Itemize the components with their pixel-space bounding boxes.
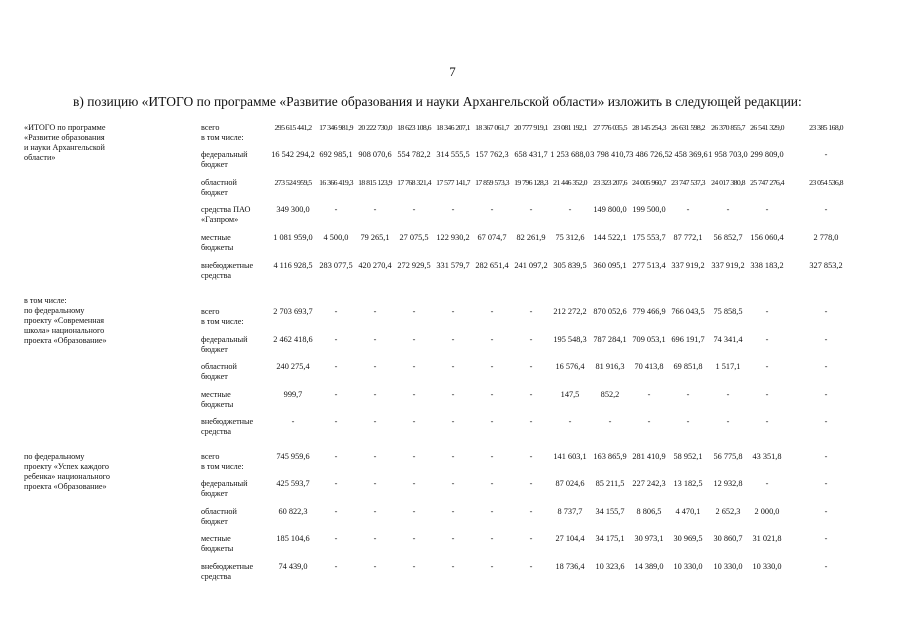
- table-cell: 30 969,5: [673, 534, 703, 543]
- table-cell: -: [490, 417, 494, 426]
- table-cell: -: [373, 507, 377, 516]
- table-cell: 195 548,3: [553, 335, 587, 344]
- table-cell: -: [451, 507, 455, 516]
- table-cell: 241 097,2: [514, 261, 548, 270]
- table-cell: 360 095,1: [593, 261, 627, 270]
- table-cell: -: [412, 479, 416, 488]
- table-cell: -: [451, 534, 455, 543]
- table-cell: -: [373, 307, 377, 316]
- table-cell: 18 815 123,9: [358, 178, 392, 187]
- table-cell: -: [373, 417, 377, 426]
- table-row: [24, 150, 884, 172]
- table-cell: 212 272,2: [553, 307, 587, 316]
- table-row: [24, 417, 884, 439]
- table-cell: -: [490, 335, 494, 344]
- table-cell: -: [412, 390, 416, 399]
- table-cell: -: [334, 479, 338, 488]
- table-row: [24, 233, 884, 255]
- table-cell: 20 777 919,1: [514, 123, 548, 132]
- table-row: [24, 479, 884, 501]
- table-cell: -: [373, 205, 377, 214]
- table-row: [24, 335, 884, 357]
- table-cell: 149 800,0: [593, 205, 627, 214]
- table-cell: -: [490, 390, 494, 399]
- table-cell: 281 410,9: [632, 452, 666, 461]
- table-cell: -: [451, 390, 455, 399]
- row-label: всего в том числе:: [201, 307, 244, 326]
- table-cell: 87 772,1: [673, 233, 703, 242]
- table-cell: 26 631 598,2: [671, 123, 705, 132]
- table-cell: 18 623 108,6: [397, 123, 431, 132]
- row-label: местные бюджеты: [201, 534, 234, 553]
- table-cell: 240 275,4: [276, 362, 310, 371]
- table-cell: -: [765, 479, 769, 488]
- table-cell: 3 486 726,5: [629, 150, 669, 159]
- row-label: федеральный бюджет: [201, 335, 248, 354]
- table-cell: 34 155,7: [595, 507, 625, 516]
- table-cell: -: [824, 390, 828, 399]
- table-cell: 658 431,7: [514, 150, 548, 159]
- table-cell: 2 000,0: [754, 507, 780, 516]
- table-cell: -: [373, 452, 377, 461]
- table-cell: 30 860,7: [713, 534, 743, 543]
- table-cell: 1 517,1: [715, 362, 741, 371]
- table-cell: 908 070,6: [358, 150, 392, 159]
- table-cell: 17 859 573,3: [475, 178, 509, 187]
- table-cell: -: [765, 417, 769, 426]
- table-cell: 1 081 959,0: [273, 233, 313, 242]
- table-cell: 277 513,4: [632, 261, 666, 270]
- table-cell: -: [451, 562, 455, 571]
- table-cell: 69 851,8: [673, 362, 703, 371]
- table-cell: -: [334, 534, 338, 543]
- table-cell: -: [451, 307, 455, 316]
- table-cell: -: [824, 479, 828, 488]
- table-cell: -: [529, 362, 533, 371]
- table-cell: 16 366 419,3: [319, 178, 353, 187]
- table-cell: 147,5: [560, 390, 580, 399]
- table-cell: 58 952,1: [673, 452, 703, 461]
- row-label: областной бюджет: [201, 507, 237, 526]
- table-cell: 26 541 329,0: [750, 123, 784, 132]
- table-cell: 10 330,0: [752, 562, 782, 571]
- table-cell: 331 579,7: [436, 261, 470, 270]
- table-cell: 4 500,0: [323, 233, 349, 242]
- table-cell: -: [373, 479, 377, 488]
- table-cell: 85 211,5: [595, 479, 625, 488]
- table-row: [24, 562, 884, 584]
- table-cell: -: [412, 452, 416, 461]
- table-cell: -: [451, 335, 455, 344]
- table-cell: -: [647, 417, 651, 426]
- table-cell: 27 075,5: [399, 233, 429, 242]
- table-cell: -: [765, 205, 769, 214]
- table-cell: -: [726, 205, 730, 214]
- table-cell: 67 074,7: [477, 233, 507, 242]
- table-row: [24, 307, 884, 329]
- table-cell: 27 104,4: [555, 534, 585, 543]
- table-cell: 199 500,0: [632, 205, 666, 214]
- table-cell: 75 312,6: [555, 233, 585, 242]
- table-cell: -: [686, 417, 690, 426]
- block-label: в том числе: по федеральному проекту «Современная школа» национального проекта «Образование»: [24, 296, 107, 345]
- table-cell: 745 959,6: [276, 452, 310, 461]
- table-cell: -: [765, 307, 769, 316]
- table-cell: 852,2: [600, 390, 620, 399]
- table-cell: 4 116 928,5: [273, 261, 313, 270]
- table-cell: 425 593,7: [276, 479, 310, 488]
- table-cell: -: [490, 479, 494, 488]
- table-cell: 122 930,2: [436, 233, 470, 242]
- table-row: [24, 534, 884, 556]
- table-cell: 2 703 693,7: [273, 307, 313, 316]
- table-cell: 692 985,1: [319, 150, 353, 159]
- table-cell: 81 916,3: [595, 362, 625, 371]
- table-cell: 23 385 168,0: [809, 123, 843, 132]
- table-cell: 8 737,7: [557, 507, 583, 516]
- table-cell: -: [334, 335, 338, 344]
- table-cell: -: [529, 390, 533, 399]
- table-cell: 3 798 410,7: [590, 150, 630, 159]
- table-cell: 70 413,8: [634, 362, 664, 371]
- table-cell: 14 389,0: [634, 562, 664, 571]
- table-cell: -: [765, 362, 769, 371]
- table-cell: -: [451, 452, 455, 461]
- table-cell: 43 351,8: [752, 452, 782, 461]
- table-cell: 338 183,2: [750, 261, 784, 270]
- block-label: «ИТОГО по программе «Развитие образования и науки Архангельской области»: [24, 123, 106, 162]
- table-cell: 34 175,1: [595, 534, 625, 543]
- table-cell: -: [373, 335, 377, 344]
- row-label: средства ПАО «Газпром»: [201, 205, 251, 224]
- table-cell: 19 796 128,3: [514, 178, 548, 187]
- row-label: всего в том числе:: [201, 452, 244, 471]
- table-block: [24, 123, 884, 293]
- row-label: местные бюджеты: [201, 390, 234, 409]
- table-cell: 295 615 441,2: [274, 123, 312, 132]
- table-cell: 8 806,5: [636, 507, 662, 516]
- table-cell: 2 652,3: [715, 507, 741, 516]
- table-cell: -: [824, 507, 828, 516]
- table-cell: -: [373, 362, 377, 371]
- table-cell: -: [373, 562, 377, 571]
- table-cell: -: [726, 390, 730, 399]
- table-cell: 779 466,9: [632, 307, 666, 316]
- table-row: [24, 390, 884, 412]
- table-cell: 272 929,5: [397, 261, 431, 270]
- table-cell: 20 222 730,0: [358, 123, 392, 132]
- table-cell: 23 747 537,3: [671, 178, 705, 187]
- table-cell: 18 736,4: [555, 562, 585, 571]
- table-block: [24, 296, 884, 466]
- table-cell: 26 370 855,7: [711, 123, 745, 132]
- table-cell: -: [412, 534, 416, 543]
- table-cell: -: [765, 390, 769, 399]
- table-row: [24, 452, 884, 474]
- page-number: 7: [449, 64, 456, 79]
- table-cell: -: [529, 507, 533, 516]
- table-cell: 2 458 369,6: [668, 150, 708, 159]
- table-cell: 60 822,3: [278, 507, 308, 516]
- table-cell: -: [824, 534, 828, 543]
- table-cell: 144 522,1: [593, 233, 627, 242]
- table-cell: -: [334, 307, 338, 316]
- table-cell: 75 858,5: [713, 307, 743, 316]
- table-cell: -: [765, 335, 769, 344]
- table-cell: 17 346 981,9: [319, 123, 353, 132]
- row-label: местные бюджеты: [201, 233, 234, 252]
- table-cell: 31 021,8: [752, 534, 782, 543]
- table-cell: -: [824, 307, 828, 316]
- table-cell: -: [824, 562, 828, 571]
- table-cell: 10 330,0: [673, 562, 703, 571]
- table-cell: -: [529, 335, 533, 344]
- table-cell: -: [686, 205, 690, 214]
- table-cell: 12 932,8: [713, 479, 743, 488]
- table-cell: 13 182,5: [673, 479, 703, 488]
- table-cell: 1 253 688,0: [550, 150, 590, 159]
- table-cell: -: [529, 307, 533, 316]
- row-label: федеральный бюджет: [201, 150, 248, 169]
- table-cell: -: [451, 479, 455, 488]
- table-cell: 10 323,6: [595, 562, 625, 571]
- table-cell: -: [334, 507, 338, 516]
- table-cell: -: [334, 562, 338, 571]
- table-cell: 999,7: [283, 390, 303, 399]
- table-cell: 16 576,4: [555, 362, 585, 371]
- row-label: всего в том числе:: [201, 123, 244, 142]
- table-cell: -: [529, 534, 533, 543]
- row-label: внебюджетные средства: [201, 562, 254, 581]
- table-cell: -: [412, 507, 416, 516]
- table-cell: 337 919,2: [671, 261, 705, 270]
- table-cell: 56 852,7: [713, 233, 743, 242]
- table-cell: 273 524 959,5: [274, 178, 312, 187]
- table-cell: 157 762,3: [475, 150, 509, 159]
- table-cell: -: [412, 205, 416, 214]
- table-cell: -: [490, 562, 494, 571]
- table-cell: 175 553,7: [632, 233, 666, 242]
- table-cell: -: [529, 562, 533, 571]
- row-label: областной бюджет: [201, 362, 237, 381]
- table-cell: 16 542 294,2: [271, 150, 315, 159]
- table-cell: 709 053,1: [632, 335, 666, 344]
- table-cell: 420 270,4: [358, 261, 392, 270]
- table-cell: 24 017 380,8: [711, 178, 745, 187]
- table-cell: -: [824, 417, 828, 426]
- table-cell: -: [824, 205, 828, 214]
- table-cell: -: [291, 417, 295, 426]
- table-cell: 25 747 276,4: [750, 178, 784, 187]
- table-cell: 17 577 141,7: [436, 178, 470, 187]
- table-row: [24, 123, 884, 145]
- table-cell: 23 323 207,6: [593, 178, 627, 187]
- table-cell: -: [824, 452, 828, 461]
- table-cell: 18 367 061,7: [475, 123, 509, 132]
- table-cell: -: [824, 362, 828, 371]
- table-cell: -: [529, 452, 533, 461]
- table-cell: 24 005 960,7: [632, 178, 666, 187]
- table-cell: -: [490, 362, 494, 371]
- table-cell: 74 341,4: [713, 335, 743, 344]
- table-cell: 305 839,5: [553, 261, 587, 270]
- table-cell: 227 242,3: [632, 479, 666, 488]
- block-label: по федеральному проекту «Успех каждого ребенка» национального проекта «Образование»: [24, 452, 110, 491]
- table-cell: 282 651,4: [475, 261, 509, 270]
- table-cell: 28 145 254,3: [632, 123, 666, 132]
- table-cell: 349 300,0: [276, 205, 310, 214]
- table-cell: 87 024,6: [555, 479, 585, 488]
- table-cell: -: [726, 417, 730, 426]
- table-cell: 787 284,1: [593, 335, 627, 344]
- table-cell: 185 104,6: [276, 534, 310, 543]
- table-cell: 156 060,4: [750, 233, 784, 242]
- table-cell: 82 261,9: [516, 233, 546, 242]
- table-cell: -: [568, 205, 572, 214]
- table-cell: -: [412, 417, 416, 426]
- table-cell: -: [490, 205, 494, 214]
- table-cell: 2 778,0: [813, 233, 839, 242]
- table-cell: 23 054 536,8: [809, 178, 843, 187]
- table-cell: -: [529, 479, 533, 488]
- table-cell: -: [451, 417, 455, 426]
- table-cell: -: [490, 534, 494, 543]
- table-cell: -: [490, 452, 494, 461]
- row-label: областной бюджет: [201, 178, 237, 197]
- table-cell: 141 603,1: [553, 452, 587, 461]
- table-cell: -: [334, 417, 338, 426]
- table-cell: 30 973,1: [634, 534, 664, 543]
- table-cell: -: [412, 562, 416, 571]
- table-cell: -: [568, 417, 572, 426]
- table-cell: -: [529, 205, 533, 214]
- table-cell: 327 853,2: [809, 261, 843, 270]
- row-label: федеральный бюджет: [201, 479, 248, 498]
- table-cell: 27 776 035,5: [593, 123, 627, 132]
- table-row: [24, 261, 884, 283]
- table-cell: 283 077,5: [319, 261, 353, 270]
- table-cell: 870 052,6: [593, 307, 627, 316]
- table-cell: 17 768 321,4: [397, 178, 431, 187]
- table-cell: 337 919,2: [711, 261, 745, 270]
- table-cell: -: [334, 452, 338, 461]
- table-cell: 2 462 418,6: [273, 335, 313, 344]
- table-cell: 163 865,9: [593, 452, 627, 461]
- table-cell: -: [647, 390, 651, 399]
- table-cell: 23 081 192,1: [553, 123, 587, 132]
- table-cell: -: [334, 390, 338, 399]
- row-label: внебюджетные средства: [201, 417, 254, 436]
- table-cell: -: [412, 307, 416, 316]
- table-cell: 56 775,8: [713, 452, 743, 461]
- table-row: [24, 362, 884, 384]
- table-cell: 299 809,0: [750, 150, 784, 159]
- table-cell: -: [529, 417, 533, 426]
- row-label: внебюджетные средства: [201, 261, 254, 280]
- table-cell: -: [608, 417, 612, 426]
- table-cell: -: [490, 307, 494, 316]
- table-cell: 79 265,1: [360, 233, 390, 242]
- table-row: [24, 178, 884, 200]
- table-cell: -: [412, 362, 416, 371]
- table-cell: 554 782,2: [397, 150, 431, 159]
- table-block: [24, 452, 884, 622]
- table-cell: -: [686, 390, 690, 399]
- table-cell: -: [334, 362, 338, 371]
- table-cell: 10 330,0: [713, 562, 743, 571]
- table-cell: -: [373, 534, 377, 543]
- table-cell: 314 555,5: [436, 150, 470, 159]
- table-cell: 21 446 352,0: [553, 178, 587, 187]
- table-cell: 4 470,1: [675, 507, 701, 516]
- table-cell: -: [334, 205, 338, 214]
- table-row: [24, 507, 884, 529]
- table-cell: -: [824, 150, 828, 159]
- table-cell: 696 191,7: [671, 335, 705, 344]
- table-cell: 18 346 207,1: [436, 123, 470, 132]
- table-row: [24, 205, 884, 227]
- table-cell: 766 043,5: [671, 307, 705, 316]
- table-cell: -: [373, 390, 377, 399]
- table-cell: -: [824, 335, 828, 344]
- table-cell: -: [490, 507, 494, 516]
- table-cell: -: [412, 335, 416, 344]
- amendment-heading: в) позицию «ИТОГО по программе «Развитие образования и науки Архангельской области» изложить в следующей редакции:: [73, 94, 802, 109]
- table-cell: 1 958 703,0: [708, 150, 748, 159]
- table-cell: -: [451, 362, 455, 371]
- table-cell: 74 439,0: [278, 562, 308, 571]
- table-cell: -: [451, 205, 455, 214]
